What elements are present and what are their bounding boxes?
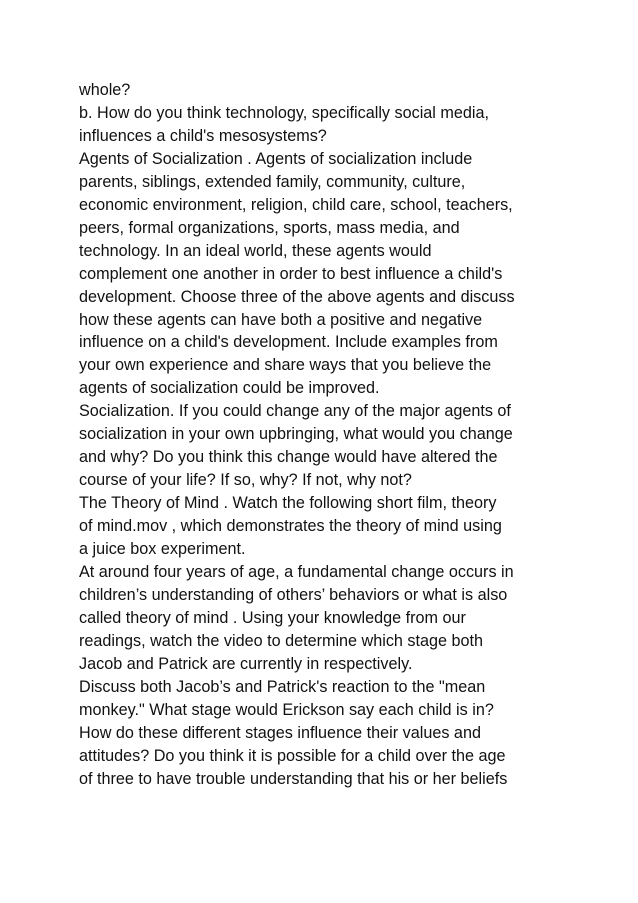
text-line: Agents of Socialization . Agents of socialization include (79, 149, 473, 168)
text-line: peers, formal organizations, sports, mass media, and (79, 218, 460, 237)
text-line: your own experience and share ways that you believe the (79, 356, 492, 375)
text-line: of three to have trouble understanding that his or her beliefs (79, 769, 508, 788)
text-line: technology. In an ideal world, these agents would (79, 241, 432, 260)
text-line: monkey." What stage would Erickson say each child is in? (79, 700, 494, 719)
text-line: influence on a child's development. Include examples from (79, 333, 498, 352)
text-line: parents, siblings, extended family, community, culture, (79, 172, 466, 191)
text-line: agents of socialization could be improved. (79, 379, 380, 398)
text-line: influences a child's mesosystems? (79, 126, 327, 145)
text-line: socialization in your own upbringing, what would you change (79, 425, 513, 444)
text-line: Jacob and Patrick are currently in respectively. (79, 654, 413, 673)
text-line: The Theory of Mind . Watch the following short film, theory (79, 494, 497, 513)
text-line: Socialization. If you could change any of the major agents of (79, 402, 511, 421)
text-line: development. Choose three of the above agents and discuss (79, 287, 515, 306)
text-line: attitudes? Do you think it is possible for a child over the age (79, 746, 506, 765)
text-line: b. How do you think technology, specifically social media, (79, 103, 489, 122)
text-line: course of your life? If so, why? If not, why not? (79, 471, 412, 490)
text-line: and why? Do you think this change would have altered the (79, 448, 498, 467)
text-line: Discuss both Jacob’s and Patrick's reaction to the "mean (79, 677, 486, 696)
text-line: complement one another in order to best influence a child's (79, 264, 503, 283)
text-line: children’s understanding of others’ behaviors or what is also (79, 585, 508, 604)
text-line: of mind.mov , which demonstrates the theory of mind using (79, 517, 502, 536)
text-line: a juice box experiment. (79, 540, 246, 559)
text-line: how these agents can have both a positive and negative (79, 310, 483, 329)
text-line: readings, watch the video to determine which stage both (79, 631, 484, 650)
text-line: At around four years of age, a fundamental change occurs in (79, 563, 514, 582)
text-line: economic environment, religion, child care, school, teachers, (79, 195, 513, 214)
text-line: whole? (79, 81, 131, 99)
text-line: How do these different stages influence their values and (79, 723, 481, 742)
body-text (79, 79, 579, 791)
text-line: called theory of mind . Using your knowledge from our (79, 608, 466, 627)
